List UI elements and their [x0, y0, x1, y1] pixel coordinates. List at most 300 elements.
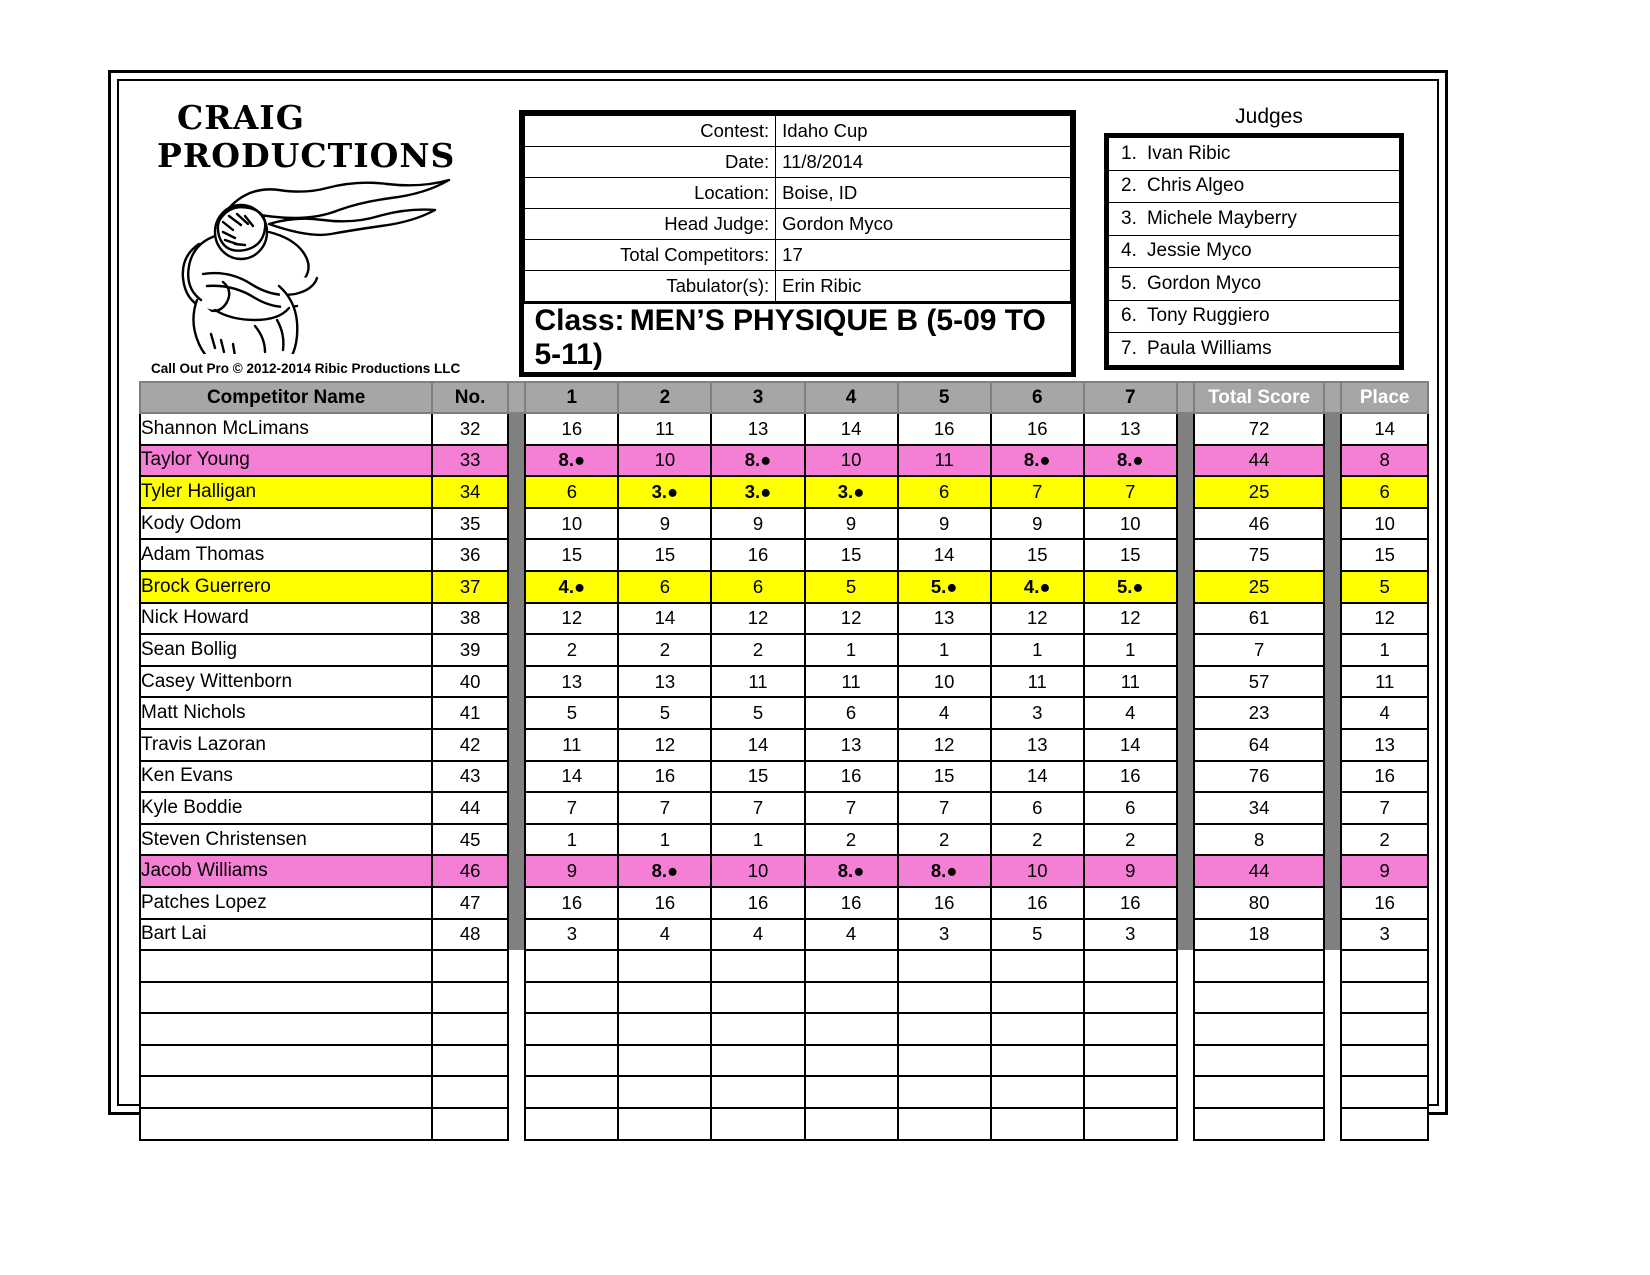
row-gap-left [508, 1108, 525, 1140]
cell-judge-2-score[interactable]: 11 [618, 413, 711, 445]
judge-cell-7 [1109, 333, 1400, 366]
table-row[interactable] [140, 761, 1428, 793]
cell-judge-2-score[interactable]: 6 [618, 571, 711, 603]
cell-competitor-name[interactable]: Tyler Halligan [140, 476, 432, 508]
cell-judge-3-score[interactable] [711, 1108, 804, 1140]
cell-judge-5-score[interactable]: 7 [898, 792, 991, 824]
cell-competitor-number[interactable]: 35 [432, 508, 508, 540]
table-row[interactable] [140, 729, 1428, 761]
cell-judge-1-score[interactable]: 11 [525, 729, 618, 761]
cell-total-score: 18 [1194, 919, 1324, 951]
cell-judge-1-score[interactable]: 1 [525, 824, 618, 856]
cell-competitor-name[interactable] [140, 982, 432, 1014]
row-gap-mid [1177, 445, 1194, 477]
cell-judge-2-score[interactable]: 4 [618, 919, 711, 951]
cell-judge-3-score[interactable] [711, 950, 804, 982]
cell-judge-6-score[interactable]: 14 [991, 761, 1084, 793]
cell-competitor-name[interactable]: Travis Lazoran [140, 729, 432, 761]
row-gap-mid [1177, 666, 1194, 698]
row-gap-right [1324, 476, 1341, 508]
cell-judge-1-score[interactable]: 16 [525, 413, 618, 445]
cell-judge-1-score[interactable]: 8.● [525, 445, 618, 477]
cell-judge-2-score[interactable]: 10 [618, 445, 711, 477]
cell-judge-6-score[interactable]: 9 [991, 508, 1084, 540]
cell-judge-5-score[interactable]: 13 [898, 603, 991, 635]
cell-judge-3-score[interactable]: 16 [711, 539, 804, 571]
cell-judge-1-score[interactable]: 2 [525, 634, 618, 666]
row-gap-mid [1177, 1076, 1194, 1108]
cell-competitor-name[interactable]: Casey Wittenborn [140, 666, 432, 698]
cell-judge-3-score[interactable] [711, 1045, 804, 1077]
table-row[interactable] [140, 603, 1428, 635]
score-table-head [140, 382, 1428, 413]
cell-judge-2-score[interactable] [618, 982, 711, 1014]
cell-competitor-number[interactable] [432, 1108, 508, 1140]
cell-judge-3-score[interactable]: 9 [711, 508, 804, 540]
cell-judge-4-score[interactable]: 13 [805, 729, 898, 761]
cell-judge-4-score[interactable]: 9 [805, 508, 898, 540]
cell-competitor-number[interactable]: 47 [432, 887, 508, 919]
row-gap-left [508, 413, 525, 445]
row-gap-right [1324, 1108, 1341, 1140]
cell-judge-6-score[interactable] [991, 950, 1084, 982]
cell-judge-6-score[interactable] [991, 1013, 1084, 1045]
cell-judge-5-score[interactable]: 9 [898, 508, 991, 540]
cell-competitor-name[interactable]: Kyle Boddie [140, 792, 432, 824]
cell-judge-3-score[interactable] [711, 982, 804, 1014]
info-value-location[interactable]: Boise, ID [776, 178, 1071, 209]
cell-judge-4-score[interactable] [805, 950, 898, 982]
judge-row-3 [1109, 203, 1400, 236]
cell-judge-7-score[interactable]: 9 [1084, 855, 1177, 887]
cell-judge-3-score[interactable]: 10 [711, 855, 804, 887]
cell-judge-3-score[interactable] [711, 1013, 804, 1045]
cell-judge-5-score[interactable]: 14 [898, 539, 991, 571]
table-row[interactable] [140, 539, 1428, 571]
row-gap-right [1324, 634, 1341, 666]
info-value-head-judge[interactable]: Gordon Myco [776, 209, 1071, 240]
cell-judge-2-score[interactable]: 12 [618, 729, 711, 761]
cell-judge-6-score[interactable]: 10 [991, 855, 1084, 887]
cell-judge-4-score[interactable]: 5 [805, 571, 898, 603]
judge-number-1: 1. [1121, 142, 1137, 164]
cell-judge-7-score[interactable] [1084, 1076, 1177, 1108]
cell-judge-4-score[interactable]: 12 [805, 603, 898, 635]
cell-judge-6-score[interactable]: 7 [991, 476, 1084, 508]
table-row-empty[interactable] [140, 1013, 1428, 1045]
judge-number-2: 2. [1121, 175, 1137, 197]
cell-competitor-number[interactable]: 37 [432, 571, 508, 603]
cell-total-score: 72 [1194, 413, 1324, 445]
table-row-empty[interactable] [140, 1108, 1428, 1140]
cell-judge-4-score[interactable]: 2 [805, 824, 898, 856]
cell-judge-6-score[interactable]: 5 [991, 919, 1084, 951]
cell-judge-6-score[interactable]: 6 [991, 792, 1084, 824]
cell-judge-1-score[interactable] [525, 1013, 618, 1045]
cell-judge-6-score[interactable]: 1 [991, 634, 1084, 666]
cell-judge-1-score[interactable] [525, 1076, 618, 1108]
cell-judge-1-score[interactable] [525, 950, 618, 982]
cell-competitor-name[interactable] [140, 1076, 432, 1108]
cell-competitor-name[interactable]: Shannon McLimans [140, 413, 432, 445]
cell-judge-6-score[interactable]: 3 [991, 697, 1084, 729]
cell-judge-3-score[interactable]: 6 [711, 571, 804, 603]
cell-judge-4-score[interactable]: 15 [805, 539, 898, 571]
table-row[interactable] [140, 445, 1428, 477]
row-gap-mid [1177, 950, 1194, 982]
cell-judge-3-score[interactable]: 4 [711, 919, 804, 951]
cell-competitor-name[interactable] [140, 1108, 432, 1140]
cell-judge-5-score[interactable] [898, 950, 991, 982]
cell-competitor-number[interactable]: 38 [432, 603, 508, 635]
cell-judge-3-score[interactable]: 15 [711, 761, 804, 793]
table-row-empty[interactable] [140, 1045, 1428, 1077]
cell-place: 14 [1341, 413, 1428, 445]
table-row[interactable] [140, 855, 1428, 887]
cell-judge-2-score[interactable]: 16 [618, 761, 711, 793]
cell-judge-5-score[interactable]: 11 [898, 445, 991, 477]
cell-judge-6-score[interactable] [991, 1076, 1084, 1108]
cell-judge-2-score[interactable]: 2 [618, 634, 711, 666]
cell-judge-2-score[interactable] [618, 1108, 711, 1140]
cell-judge-2-score[interactable]: 5 [618, 697, 711, 729]
info-row-class [525, 303, 1071, 373]
judge-row-5 [1109, 268, 1400, 301]
cell-judge-2-score[interactable] [618, 1013, 711, 1045]
cell-judge-5-score[interactable]: 10 [898, 666, 991, 698]
table-row-empty[interactable] [140, 950, 1428, 982]
cell-judge-4-score[interactable]: 16 [805, 761, 898, 793]
cell-competitor-number[interactable]: 46 [432, 855, 508, 887]
cell-judge-4-score[interactable]: 16 [805, 887, 898, 919]
cell-judge-6-score[interactable]: 16 [991, 887, 1084, 919]
cell-judge-3-score[interactable]: 1 [711, 824, 804, 856]
row-gap-right [1324, 855, 1341, 887]
cell-competitor-name[interactable]: Ken Evans [140, 761, 432, 793]
cell-judge-4-score[interactable]: 6 [805, 697, 898, 729]
row-gap-right [1324, 697, 1341, 729]
cell-judge-1-score[interactable]: 15 [525, 539, 618, 571]
cell-judge-6-score[interactable]: 15 [991, 539, 1084, 571]
judge-name-2: Chris Algeo [1147, 175, 1245, 197]
cell-judge-2-score[interactable]: 14 [618, 603, 711, 635]
info-value-total-competitors[interactable]: 17 [776, 240, 1071, 271]
cell-total-score: 80 [1194, 887, 1324, 919]
table-row[interactable] [140, 413, 1428, 445]
judge-name-1: Ivan Ribic [1147, 142, 1231, 164]
cell-judge-2-score[interactable]: 1 [618, 824, 711, 856]
cell-total-score: 76 [1194, 761, 1324, 793]
cell-judge-3-score[interactable]: 5 [711, 697, 804, 729]
cell-judge-1-score[interactable]: 6 [525, 476, 618, 508]
cell-judge-2-score[interactable]: 8.● [618, 855, 711, 887]
cell-judge-4-score[interactable]: 7 [805, 792, 898, 824]
cell-judge-3-score[interactable]: 16 [711, 887, 804, 919]
cell-judge-5-score[interactable]: 5.● [898, 571, 991, 603]
cell-total-score: 25 [1194, 571, 1324, 603]
cell-place: 2 [1341, 824, 1428, 856]
cell-competitor-name[interactable]: Sean Bollig [140, 634, 432, 666]
table-row[interactable] [140, 887, 1428, 919]
cell-judge-7-score[interactable] [1084, 1045, 1177, 1077]
cell-judge-7-score[interactable] [1084, 950, 1177, 982]
cell-competitor-name[interactable]: Matt Nichols [140, 697, 432, 729]
cell-judge-7-score[interactable]: 7 [1084, 476, 1177, 508]
cell-competitor-number[interactable]: 41 [432, 697, 508, 729]
score-table-body [140, 413, 1428, 1140]
cell-competitor-name[interactable]: Bart Lai [140, 919, 432, 951]
row-gap-left [508, 824, 525, 856]
cell-competitor-number[interactable] [432, 950, 508, 982]
table-row[interactable] [140, 697, 1428, 729]
cell-competitor-name[interactable]: Patches Lopez [140, 887, 432, 919]
cell-judge-5-score[interactable] [898, 1108, 991, 1140]
cell-judge-5-score[interactable] [898, 1076, 991, 1108]
class-value: MEN’S PHYSIQUE B (5-09 TO 5-11) [534, 304, 1046, 371]
cell-judge-6-score[interactable]: 13 [991, 729, 1084, 761]
cell-competitor-number[interactable]: 36 [432, 539, 508, 571]
cell-judge-3-score[interactable]: 8.● [711, 445, 804, 477]
cell-place: 1 [1341, 634, 1428, 666]
row-gap-left [508, 729, 525, 761]
cell-judge-7-score[interactable]: 16 [1084, 887, 1177, 919]
cell-judge-7-score[interactable]: 12 [1084, 603, 1177, 635]
cell-judge-7-score[interactable]: 15 [1084, 539, 1177, 571]
cell-judge-7-score[interactable]: 11 [1084, 666, 1177, 698]
cell-judge-5-score[interactable]: 6 [898, 476, 991, 508]
table-row[interactable] [140, 919, 1428, 951]
cell-judge-7-score[interactable] [1084, 1108, 1177, 1140]
info-value-contest[interactable]: Idaho Cup [776, 116, 1071, 147]
table-row-empty[interactable] [140, 982, 1428, 1014]
cell-competitor-number[interactable] [432, 1045, 508, 1077]
cell-competitor-number[interactable]: 43 [432, 761, 508, 793]
cell-judge-4-score[interactable] [805, 1076, 898, 1108]
cell-total-score [1194, 1108, 1324, 1140]
judge-cell-5 [1109, 268, 1400, 301]
cell-judge-6-score[interactable]: 16 [991, 413, 1084, 445]
cell-judge-1-score[interactable]: 3 [525, 919, 618, 951]
cell-competitor-name[interactable]: Taylor Young [140, 445, 432, 477]
cell-judge-7-score[interactable]: 8.● [1084, 445, 1177, 477]
cell-judge-6-score[interactable] [991, 1045, 1084, 1077]
cell-competitor-name[interactable]: Adam Thomas [140, 539, 432, 571]
row-gap-left [508, 666, 525, 698]
cell-competitor-name[interactable] [140, 1013, 432, 1045]
cell-competitor-number[interactable]: 39 [432, 634, 508, 666]
table-row[interactable] [140, 476, 1428, 508]
cell-judge-4-score[interactable] [805, 1108, 898, 1140]
scoresheet-page [108, 70, 1448, 1115]
cell-judge-4-score[interactable] [805, 1013, 898, 1045]
cell-competitor-number[interactable]: 44 [432, 792, 508, 824]
cell-judge-5-score[interactable]: 1 [898, 634, 991, 666]
cell-judge-4-score[interactable] [805, 1045, 898, 1077]
row-gap-right [1324, 982, 1341, 1014]
cell-judge-2-score[interactable]: 3.● [618, 476, 711, 508]
cell-judge-7-score[interactable]: 5.● [1084, 571, 1177, 603]
cell-judge-1-score[interactable]: 16 [525, 887, 618, 919]
cell-total-score: 57 [1194, 666, 1324, 698]
cell-judge-7-score[interactable]: 4 [1084, 697, 1177, 729]
cell-judge-4-score[interactable] [805, 982, 898, 1014]
cell-judge-5-score[interactable] [898, 982, 991, 1014]
row-gap-mid [1177, 571, 1194, 603]
table-row[interactable] [140, 634, 1428, 666]
cell-judge-5-score[interactable]: 15 [898, 761, 991, 793]
cell-judge-1-score[interactable]: 13 [525, 666, 618, 698]
row-gap-right [1324, 445, 1341, 477]
cell-judge-5-score[interactable] [898, 1045, 991, 1077]
row-gap-left [508, 887, 525, 919]
table-row-empty[interactable] [140, 1076, 1428, 1108]
row-gap-left [508, 571, 525, 603]
cell-judge-2-score[interactable] [618, 1045, 711, 1077]
cell-competitor-number[interactable]: 34 [432, 476, 508, 508]
row-gap-left [508, 1045, 525, 1077]
cell-judge-3-score[interactable]: 3.● [711, 476, 804, 508]
cell-judge-5-score[interactable]: 8.● [898, 855, 991, 887]
cell-judge-5-score[interactable]: 12 [898, 729, 991, 761]
cell-judge-7-score[interactable]: 1 [1084, 634, 1177, 666]
cell-judge-4-score[interactable]: 8.● [805, 855, 898, 887]
cell-judge-2-score[interactable]: 13 [618, 666, 711, 698]
cell-judge-7-score[interactable]: 14 [1084, 729, 1177, 761]
row-gap-right [1324, 1076, 1341, 1108]
table-row[interactable] [140, 571, 1428, 603]
row-gap-mid [1177, 1108, 1194, 1140]
cell-judge-4-score[interactable]: 3.● [805, 476, 898, 508]
cell-judge-2-score[interactable]: 15 [618, 539, 711, 571]
cell-judge-7-score[interactable] [1084, 1013, 1177, 1045]
cell-place: 11 [1341, 666, 1428, 698]
cell-judge-1-score[interactable] [525, 1108, 618, 1140]
cell-competitor-name[interactable]: Brock Guerrero [140, 571, 432, 603]
cell-competitor-number[interactable] [432, 982, 508, 1014]
cell-competitor-name[interactable]: Kody Odom [140, 508, 432, 540]
cell-judge-4-score[interactable]: 11 [805, 666, 898, 698]
cell-judge-2-score[interactable] [618, 1076, 711, 1108]
cell-judge-4-score[interactable]: 1 [805, 634, 898, 666]
info-row-date [525, 147, 1071, 178]
cell-competitor-number[interactable]: 48 [432, 919, 508, 951]
cell-competitor-number[interactable]: 45 [432, 824, 508, 856]
cell-competitor-name[interactable] [140, 950, 432, 982]
contest-info-table [524, 115, 1071, 372]
info-row-head-judge [525, 209, 1071, 240]
cell-judge-1-score[interactable]: 9 [525, 855, 618, 887]
cell-judge-5-score[interactable]: 16 [898, 413, 991, 445]
cell-judge-2-score[interactable]: 16 [618, 887, 711, 919]
info-label-tabulators: Tabulator(s): [525, 271, 776, 303]
cell-competitor-name[interactable] [140, 1045, 432, 1077]
judge-cell-6 [1109, 300, 1400, 333]
cell-competitor-number[interactable]: 40 [432, 666, 508, 698]
cell-judge-7-score[interactable]: 2 [1084, 824, 1177, 856]
cell-competitor-number[interactable]: 32 [432, 413, 508, 445]
cell-judge-5-score[interactable] [898, 1013, 991, 1045]
cell-judge-3-score[interactable] [711, 1076, 804, 1108]
cell-judge-6-score[interactable]: 8.● [991, 445, 1084, 477]
cell-competitor-name[interactable]: Nick Howard [140, 603, 432, 635]
cell-competitor-number[interactable]: 42 [432, 729, 508, 761]
table-row[interactable] [140, 666, 1428, 698]
cell-judge-3-score[interactable]: 7 [711, 792, 804, 824]
cell-place: 16 [1341, 887, 1428, 919]
cell-competitor-name[interactable]: Jacob Williams [140, 855, 432, 887]
info-value-date[interactable]: 11/8/2014 [776, 147, 1071, 178]
row-gap-right [1324, 1013, 1341, 1045]
cell-judge-1-score[interactable]: 5 [525, 697, 618, 729]
cell-competitor-name[interactable]: Steven Christensen [140, 824, 432, 856]
cell-judge-2-score[interactable]: 9 [618, 508, 711, 540]
cell-judge-6-score[interactable]: 11 [991, 666, 1084, 698]
cell-judge-3-score[interactable]: 14 [711, 729, 804, 761]
cell-judge-3-score[interactable]: 2 [711, 634, 804, 666]
row-gap-mid [1177, 539, 1194, 571]
logo-line-1: CRAIG [177, 98, 305, 137]
cell-judge-5-score[interactable]: 3 [898, 919, 991, 951]
cell-judge-1-score[interactable]: 10 [525, 508, 618, 540]
cell-judge-4-score[interactable]: 14 [805, 413, 898, 445]
cell-judge-1-score[interactable] [525, 1045, 618, 1077]
cell-judge-7-score[interactable] [1084, 982, 1177, 1014]
cell-judge-4-score[interactable]: 4 [805, 919, 898, 951]
cell-place: 10 [1341, 508, 1428, 540]
cell-judge-6-score[interactable] [991, 982, 1084, 1014]
cell-judge-2-score[interactable]: 7 [618, 792, 711, 824]
cell-competitor-number[interactable] [432, 1013, 508, 1045]
cell-judge-5-score[interactable]: 4 [898, 697, 991, 729]
cell-judge-1-score[interactable]: 4.● [525, 571, 618, 603]
row-gap-left [508, 792, 525, 824]
cell-judge-7-score[interactable]: 16 [1084, 761, 1177, 793]
table-row[interactable] [140, 792, 1428, 824]
row-gap-right [1324, 887, 1341, 919]
table-row[interactable] [140, 824, 1428, 856]
cell-judge-3-score[interactable]: 12 [711, 603, 804, 635]
row-gap-mid [1177, 476, 1194, 508]
cell-judge-1-score[interactable] [525, 982, 618, 1014]
cell-judge-7-score[interactable]: 10 [1084, 508, 1177, 540]
cell-judge-3-score[interactable]: 11 [711, 666, 804, 698]
cell-judge-3-score[interactable]: 13 [711, 413, 804, 445]
cell-judge-5-score[interactable]: 2 [898, 824, 991, 856]
row-gap-mid [1177, 634, 1194, 666]
cell-judge-6-score[interactable]: 2 [991, 824, 1084, 856]
cell-judge-6-score[interactable]: 12 [991, 603, 1084, 635]
craig-productions-logo [149, 98, 489, 371]
cell-judge-5-score[interactable]: 16 [898, 887, 991, 919]
cell-judge-6-score[interactable]: 4.● [991, 571, 1084, 603]
cell-judge-7-score[interactable]: 3 [1084, 919, 1177, 951]
cell-judge-1-score[interactable]: 14 [525, 761, 618, 793]
cell-judge-2-score[interactable] [618, 950, 711, 982]
cell-judge-7-score[interactable]: 13 [1084, 413, 1177, 445]
judge-number-4: 4. [1121, 240, 1137, 262]
cell-judge-6-score[interactable] [991, 1108, 1084, 1140]
cell-judge-4-score[interactable]: 10 [805, 445, 898, 477]
cell-judge-1-score[interactable]: 12 [525, 603, 618, 635]
cell-judge-1-score[interactable]: 7 [525, 792, 618, 824]
cell-competitor-number[interactable] [432, 1076, 508, 1108]
cell-competitor-number[interactable]: 33 [432, 445, 508, 477]
judge-number-3: 3. [1121, 207, 1137, 229]
table-row[interactable] [140, 508, 1428, 540]
info-label-contest: Contest: [525, 116, 776, 147]
cell-judge-7-score[interactable]: 6 [1084, 792, 1177, 824]
info-value-tabulators[interactable]: Erin Ribic [776, 271, 1071, 303]
